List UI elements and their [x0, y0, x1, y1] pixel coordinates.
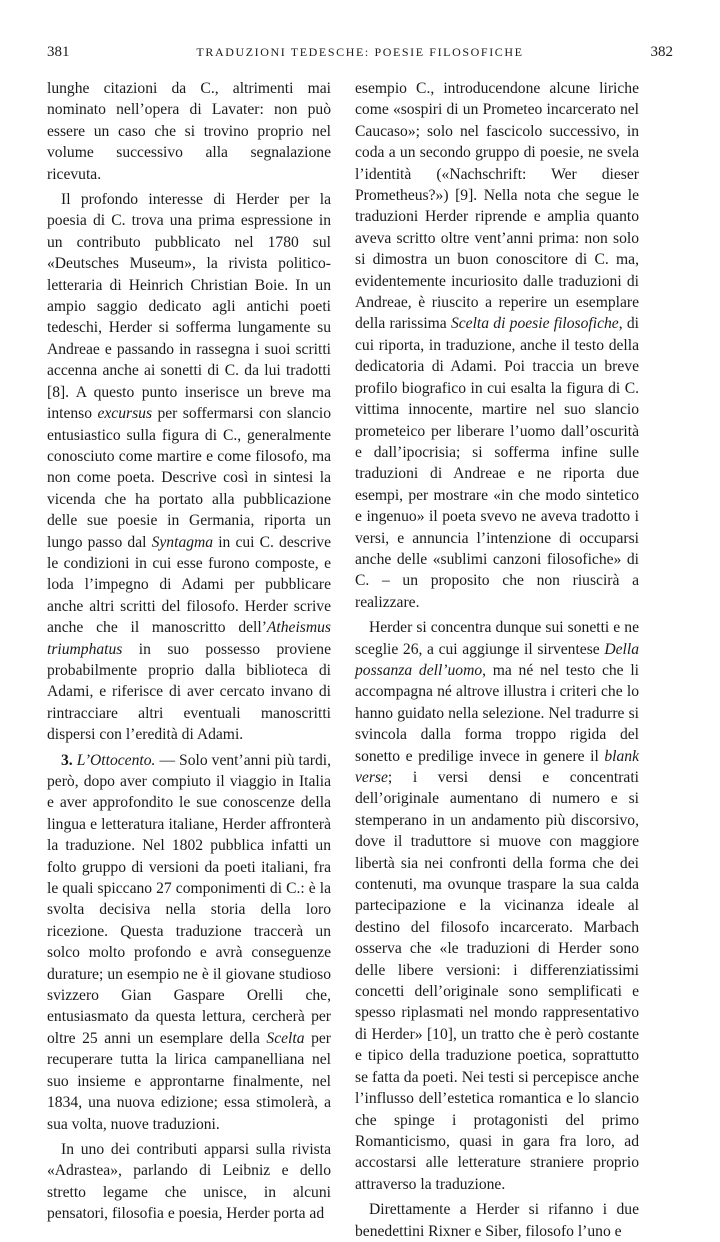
page-number-left: 381: [47, 44, 70, 60]
paragraph: Herder si concentra dunque sui sonetti e ne sceglie 26, a cui aggiunge il sirventese Della possanza dell’uomo, ma né nel testo che li accompagna né altrove illustra i criteri che lo hanno guidato nella selezione. Nel tradurre si svincola dalla forma troppo rigida del sonetto e predilige invece in genere il blank verse; i versi densi e concentrati dell’originale aumentano di numero e si stemperano in un andamento più discorsivo, dove il traduttore si muove con maggiore libertà sia nei confronti della forma che dei contenuti, ma ovunque traspare la sua calda partecipazione e la vicinanza ideale al destino del filosofo incarcerato. Marbach osserva che «le traduzioni di Herder sono delle libere versioni: i differenziatissimi concetti dell’originale sono semplificati e spesso riplasmati nel mondo rappresentativo di Herder» [10], un tratto che è però costante e tipico della traduzione poetica, soprattutto se fatta da poeti. Nei testi si percepisce anche l’influsso dell’estetica romantica e lo slancio che spinge i protagonisti del primo Romanticismo, quasi in gara fra loro, ad accostarsi alle letterature straniere proprio attraverso la traduzione.: [355, 619, 639, 1193]
paragraph: lunghe citazioni da C., altrimenti mai nominato nell’opera di Lavater: non può essere un caso che si trovino proprio nel volume successivo alla segnalazione ricevuta.: [47, 80, 331, 183]
page-header: [47, 44, 673, 64]
running-title: TRADUZIONI TEDESCHE: POESIE FILOSOFICHE: [196, 45, 524, 59]
page-number-right: 382: [650, 44, 673, 60]
paragraph: esempio C., introducendone alcune liriche come «sospiri di un Prometeo incarcerato nel Caucaso»; solo nel fascicolo successivo, in coda a un secondo gruppo di poesie, ne svela l’identità («Nachschrift: Wer dieser Prometheus?») [9]. Nella nota che segue le traduzioni Herder riprende e amplia quanto aveva scritto oltre vent’anni prima: non solo si dimostra un buon conoscitore di C. ma, evidentemente incuriosito dalle traduzioni di Andreae, è riuscito a reperire un esemplare della rarissima Scelta di poesie filosofiche, di cui riporta, in traduzione, anche il testo della dedicatoria di Adami. Poi traccia un breve profilo biografico in cui esalta la figura di C. vittima innocente, martire nel suo slancio prometeico per liberare l’uomo dall’oscurità e dall’ipocrisia; si sofferma infine sulle traduzioni di Andreae e ne riporta due esempi, per mostrare «in che modo sintetico e ingenuo» il poeta svevo ne aveva tradotto i versi, e annuncia l’intenzione di occuparsi anche delle «sublimi canzoni filosofiche» di C. – un proposito che non riuscirà a realizzare.: [355, 80, 639, 611]
left-column: [47, 78, 331, 1225]
section-number: 3.: [61, 751, 73, 769]
right-column: [355, 78, 639, 1242]
section-title: L’Ottocento.: [76, 751, 156, 769]
paragraph: In uno dei contributi apparsi sulla rivista «Adrastea», parlando di Leibniz e dello stretto legame che unisce, in alcuni pensatori, filosofia e poesia, Herder porta ad: [47, 1140, 331, 1223]
paragraph: Direttamente a Herder si rifanno i due benedettini Rixner e Siber, filosofo l’uno e: [355, 1201, 639, 1240]
section-paragraph: 3. L’Ottocento. — Solo vent’anni più tardi, però, dopo aver compiuto il viaggio in Italia e aver approfondito le sue conoscenze della lingua e letteratura italiane, Herder affronterà la traduzione. Nel 1802 pubblica infatti un folto gruppo di versioni da poeti italiani, fra le quali spiccano 27 componimenti di C.: è la svolta decisiva nella storia della loro ricezione. Questa traduzione traccerà un solco molto profondo e avrà conseguenze durature; un esempio ne è il giovane studioso svizzero Gian Gaspare Orelli che, entusiasmato da questa lettura, cercherà per oltre 25 anni un esemplare della Scelta per recuperare tutta la lirica campanelliana nel suo insieme e approntarne finalmente, nel 1834, una nuova edizione; essa stimolerà, a sua volta, nuove traduzioni.: [47, 751, 331, 1133]
paragraph: Il profondo interesse di Herder per la poesia di C. trova una prima espressione in un contributo pubblicato nel 1780 sul «Deutsches Museum», la rivista politico-letteraria di Heinrich Christian Boie. In un ampio saggio dedicato agli antichi poeti tedeschi, Herder si sofferma lungamente su Andreae e passando in rassegna i suoi scritti accenna anche ai sonetti di C. da lui tradotti [8]. A questo punto inserisce un breve ma intenso excursus per soffermarsi con slancio entusiastico sulla figura di C., generalmente conosciuto come martire e come filosofo, ma non come poeta. Descrive così in sintesi la vicenda che ha portato alla pubblicazione delle sue poesie in Germania, riporta un lungo passo dal Syntagma in cui C. descrive le condizioni in cui esse furono composte, e loda l’impegno di Adami per pubblicare anche altri scritti del filosofo. Herder scrive anche che il manoscritto dell’Atheismus triumphatus in suo possesso proviene probabilmente proprio dalla biblioteca di Adami, e riferisce di aver cercato invano di rintracciare altri eventuali manoscritti dispersi con l’eredità di Adami.: [47, 191, 332, 744]
